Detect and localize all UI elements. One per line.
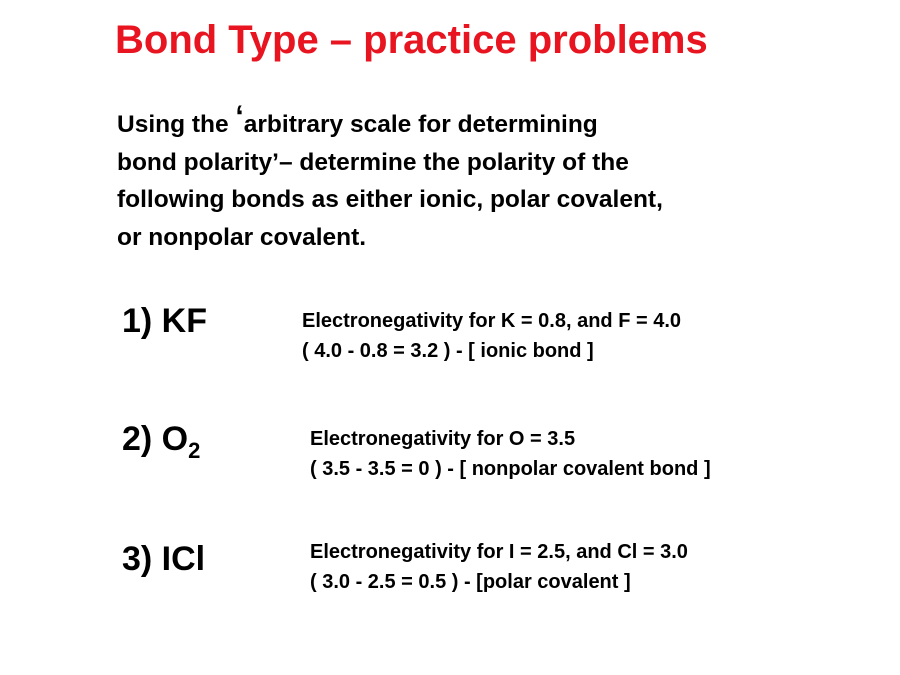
problem-2-label: [122, 420, 200, 464]
slide-title: Bond Type – practice problems: [115, 18, 708, 62]
problem-3-label: 3) ICl: [122, 540, 206, 578]
problem-3-calculation: ( 3.0 - 2.5 = 0.5 ) - [polar covalent ]: [310, 571, 631, 593]
problem-1-label: 1) KF: [122, 302, 207, 340]
problem-2-details: [310, 424, 711, 484]
problem-1-calculation: ( 4.0 - 0.8 = 3.2 ) - [ ionic bond ]: [302, 340, 594, 362]
instructions-line-4: or nonpolar covalent.: [117, 223, 367, 251]
problem-2-label-subscript: 2: [188, 438, 201, 463]
problem-1-details: [302, 306, 681, 366]
instructions-line-1: [117, 100, 797, 144]
problem-3-details: [310, 537, 688, 597]
problem-2-label-main: 2) O: [122, 420, 189, 458]
instructions-line-3: following bonds as either ionic, polar covalent,: [117, 186, 663, 213]
instructions: [117, 100, 797, 256]
instructions-line-2: bond polarity’– determine the polarity of the: [117, 148, 629, 176]
problem-2-calculation: ( 3.5 - 3.5 = 0 ) - [ nonpolar covalent bond ]: [310, 458, 711, 480]
opening-quote-mark: ‘: [235, 100, 244, 133]
problem-2-electronegativity: Electronegativity for O = 3.5: [310, 428, 576, 450]
instructions-line-1-prefix: Using the: [117, 111, 236, 138]
instructions-line-1-rest: arbitrary scale for determining: [243, 111, 598, 138]
problem-1-electronegativity: Electronegativity for K = 0.8, and F = 4.0: [302, 310, 682, 332]
problem-3-electronegativity: Electronegativity for I = 2.5, and Cl = 3.0: [310, 541, 688, 563]
